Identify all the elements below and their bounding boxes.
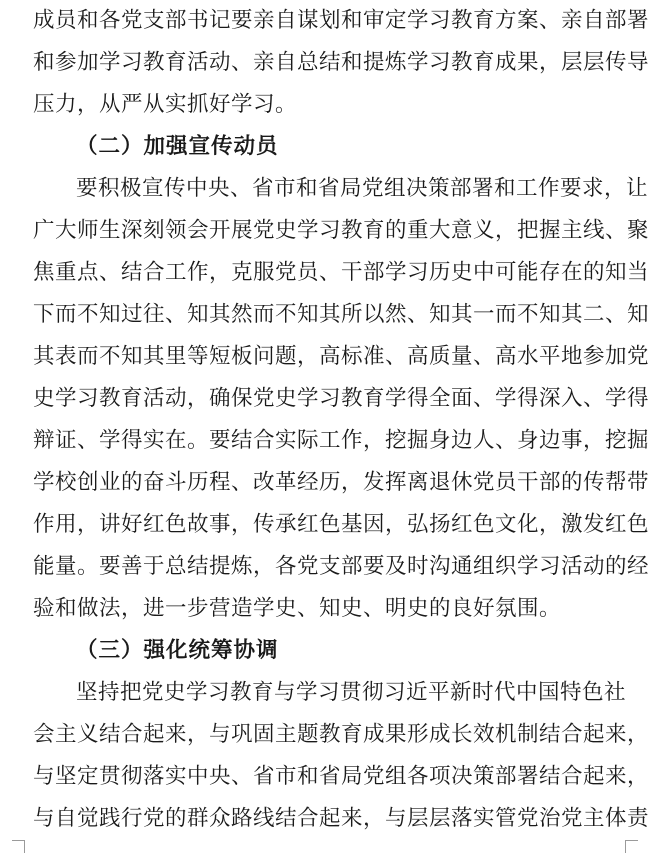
text-line: 与坚定贯彻落实中央、省市和省局党组各项决策部署结合起来， — [33, 764, 650, 789]
text-line: 要积极宣传中央、省市和省局党组决策部署和工作要求，让 — [76, 176, 649, 201]
text-line: 史学习教育活动，确保党史学习教育学得全面、学得深入、学得 — [33, 386, 650, 411]
text-line: 其表而不知其里等短板问题，高标准、高质量、高水平地参加党 — [33, 344, 650, 369]
paragraph-coordination — [33, 672, 650, 840]
text-line: 会主义结合起来，与巩固主题教育成果形成长效机制结合起来， — [33, 722, 650, 747]
text-line: 坚持把党史学习教育与学习贯彻习近平新时代中国特色社 — [76, 680, 627, 705]
page-corner-marker-left — [12, 840, 25, 853]
text-line: 压力，从严从实抓好学习。 — [33, 92, 298, 117]
paragraph-publicity — [33, 168, 650, 630]
document-body — [33, 0, 650, 840]
text-line: 验和做法，进一步营造学史、知史、明史的良好氛围。 — [33, 596, 562, 621]
section-heading-publicity: （二）加强宣传动员 — [76, 134, 279, 159]
text-line: 下而不知过往、知其然而不知其所以然、知其一而不知其二、知 — [33, 302, 650, 327]
text-line: 和参加学习教育活动、亲自总结和提炼学习教育成果，层层传导 — [33, 50, 650, 75]
text-line: 焦重点、结合工作，克服党员、干部学习历史中可能存在的知当 — [33, 260, 650, 285]
text-line: 广大师生深刻领会开展党史学习教育的重大意义，把握主线、聚 — [33, 218, 650, 243]
text-line: 作用，讲好红色故事，传承红色基因，弘扬红色文化，激发红色 — [33, 512, 650, 537]
page-corner-marker-right — [625, 840, 638, 853]
text-line: 成员和各党支部书记要亲自谋划和审定学习教育方案、亲自部署 — [33, 8, 650, 33]
paragraph-leadership — [33, 0, 650, 126]
text-line: 学校创业的奋斗历程、改革经历，发挥离退休党员干部的传帮带 — [33, 470, 650, 495]
text-line: 能量。要善于总结提炼，各党支部要及时沟通组织学习活动的经 — [33, 554, 650, 579]
section-heading-coordination: （三）强化统筹协调 — [76, 638, 279, 663]
text-line: 辩证、学得实在。要结合实际工作，挖掘身边人、身边事，挖掘 — [33, 428, 650, 453]
text-line: 与自觉践行党的群众路线结合起来，与层层落实管党治党主体责 — [33, 806, 650, 831]
